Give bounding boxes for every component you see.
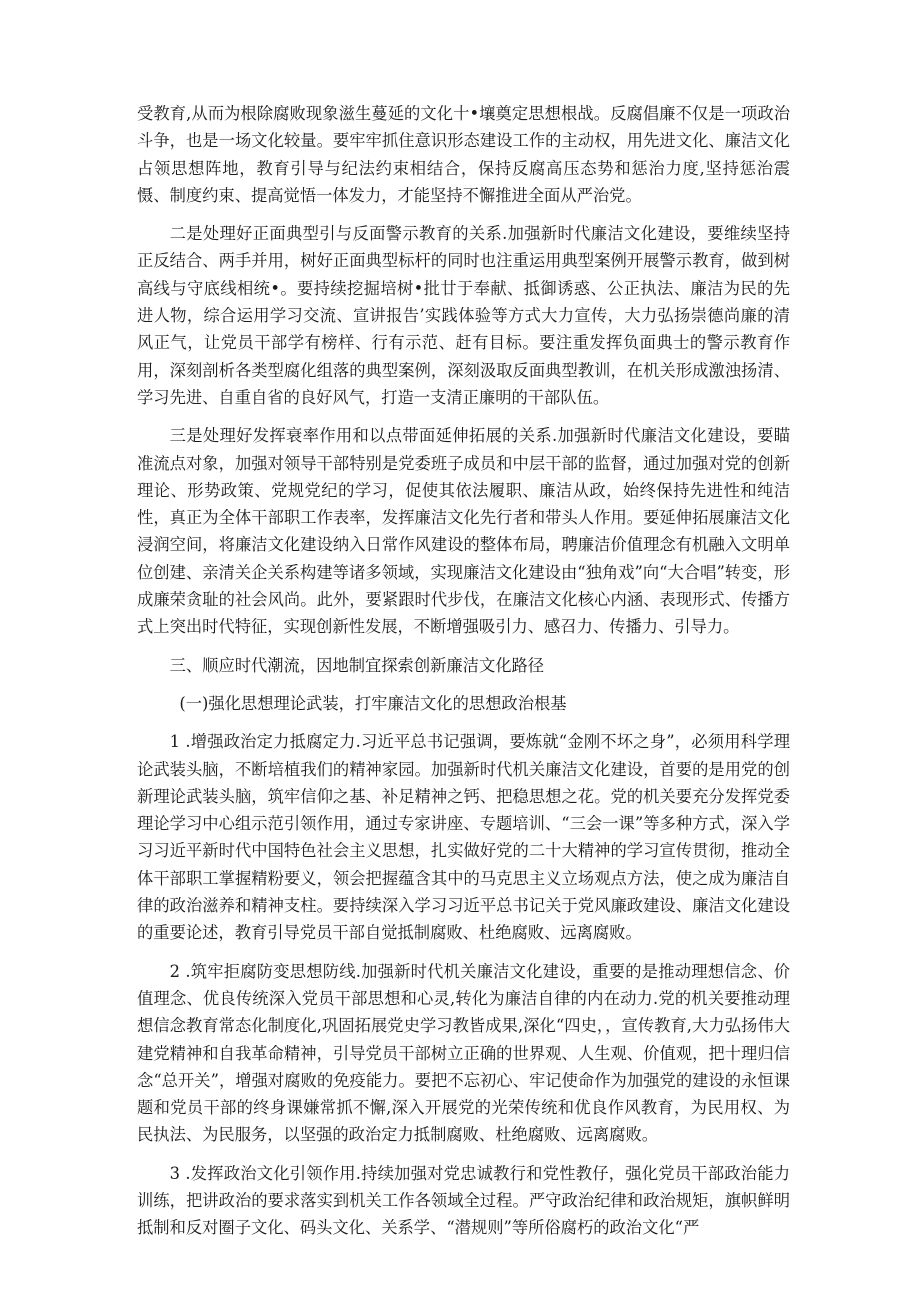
paragraph-continuation: 受教育,从而为根除腐败现象滋生蔓延的文化十•壤奠定思想根战。反腐倡廉不仅是一项政治斗争，也是一场文化较量。要牢牢抓住意识形态建设工作的主动权，用先进文化、廉洁文化占领思想阵地，教育引导与纪法约束相结合，保持反腐高压态势和惩治力度,坚持惩治震慑、制度约束、提高觉悟一体发力，才能坚持不懈推进全面从严治党。 xyxy=(137,104,790,205)
list-item-3: 3 .发挥政治文化引领作用.持续加强对党忠诚教行和党性教仔，强化党员干部政治能力训练，把讲政治的要求落实到机关工作各领域全过程。严守政治纪律和政治规矩，旗帜鲜明抵制和反对圈子文化、码头文化、关系学、“潜规则”等所俗腐朽的政治文化“严 xyxy=(137,1163,790,1238)
section-heading: 三、顺应时代潮流，因地制宜探索创新廉洁文化路径 xyxy=(169,655,545,675)
document-page xyxy=(137,100,790,1253)
list-item-2: 2 .筑牢拒腐防变思想防线.加强新时代机关廉洁文化建设，重要的是推动理想信念、价值理念、优良传统深入党员干部思想和心灵,转化为廉洁自律的内在动力.党的机关要推动理想信念教育常态化制度化,巩固拓展党史学习教皆成果,深化“四史，，宣传教育,大力弘扬伟大建党精神和自我革命精神，引导党员干部树立正确的世界观、人生观、价值观，把十理归信念“总开关”，增强对腐败的免疫能力。要把不忘初心、牢记使命作为加强党的建设的永恒课题和党员干部的终身课嫌常抓不懈,深入开展党的光荣传统和优良作风教育，为民用权、为民执法、为民服务，以坚强的政治定力抵制腐败、杜绝腐败、远离腐败。 xyxy=(137,961,790,1145)
paragraph-second-relationship: 二是处理好正面典型引与反面警示教育的关系.加强新时代廉洁文化建设，要维续坚持正反结合、两手并用，树好正面典型标杆的同时也注重运用典型案例开展警示教育，做到树高线与守底线相统•。要持续挖掘培树•批廿于奉献、抵御诱惑、公正执法、廉洁为民的先进人物，综合运用学习交流、宣讲报告’实践体验等方式大力宣传，大力弘扬崇德尚廉的清风正气，让党员干部学有榜样、行有示范、赶有目标。要注重发挥负面典士的警示教育作用，深刻剖析各类型腐化组落的典型案例，深刻汲取反面典型教训，在机关形成激浊扬清、学习先进、自重自省的良好风气，打造一支清正廉明的干部队伍。 xyxy=(137,224,790,407)
list-item-1: 1 .增强政治定力抵腐定力.习近平总书记强调，要炼就“金刚不坏之身”，必须用科学理论武装头脑，不断培植我们的精神家园。加强新时代机关廉洁文化建设，首要的是用党的创新理论武装头脑，筑牢信仰之基、补足精神之钙、把稳思想之花。党的机关要充分发挥党委理论学习中心组示范引领作用，通过专家讲座、专题培训、“三会一课”等多种方式，深入学习习近平新时代中国特色社会主义思想，扎实做好党的二十大精神的学习宣传贯彻，推动全体干部职工掌握精粉要义，领会把握蕴含其中的马克思主义立场观点方法，使之成为廉洁自律的政治滋养和精神支柱。要持续深入学习习近平总书记关于党风廉政建设、廉洁文化建设的重要论述，教育引导党员干部自觉抵制腐败、杜绝腐败、远离腐败。 xyxy=(137,732,790,943)
paragraph-third-relationship: 三是处理好发挥衰率作用和以点带面延伸拓展的关系.加强新时代廉洁文化建设，要瞄准流点对象，加强对领导干部特别是党委班子成员和中层干部的监督，通过加强对党的创新理论、形势政策、党规党纪的学习，促使其依法履职、廉洁从政，始终保持先进性和纯洁性，真正为全体干部职工作表率，发挥廉洁文化先行者和带头人作用。要延伸拓展廉洁文化浸润空间，将廉洁文化建设纳入日常作风建设的整体布局，聘廉洁价值理念有机融入文明单位创建、亲清关企关系构建等诸多领域，实现廉洁文化建设由“独角戏”向“大合唱”转变，形成廉荣贪耻的社会风尚。此外，要紧跟时代步伐，在廉洁文化核心内涵、表现形式、传播方式上突出时代特征，实现创新性发展，不断增强吸引力、感召力、传播力、引导力。 xyxy=(137,426,790,637)
sub-heading: (一)强化思想理论武装，打牢廉洁文化的思想政治根基 xyxy=(179,693,567,713)
